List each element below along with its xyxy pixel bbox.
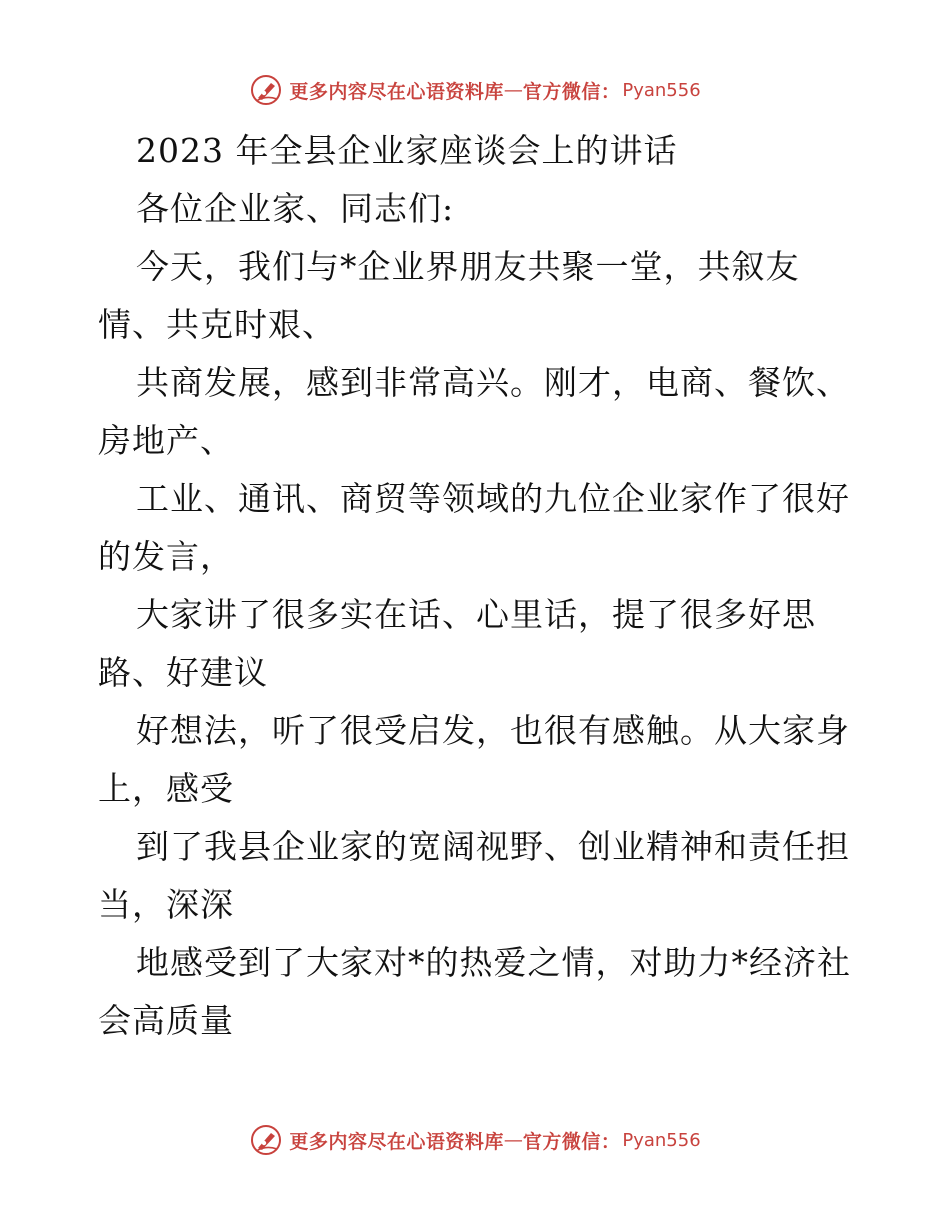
speech-body xyxy=(98,122,858,1050)
text-line: 情、共克时艰、 xyxy=(98,305,336,344)
header-banner xyxy=(0,70,950,110)
footer-banner xyxy=(0,1120,950,1160)
text-line: 大家讲了很多实在话、心里话，提了很多好思 xyxy=(136,595,816,634)
speech-salutation: 各位企业家、同志们: xyxy=(136,189,455,228)
text-line: 上，感受 xyxy=(98,769,234,808)
pen-nib-logo-icon xyxy=(249,1123,283,1157)
banner-main-text: 更多内容尽在心语资料库 xyxy=(289,1130,504,1153)
banner-main-text: 更多内容尽在心语资料库 xyxy=(289,80,504,103)
banner-wechat-id: Pyan556 xyxy=(622,1129,701,1151)
text-line: 当，深深 xyxy=(98,885,234,924)
text-line: 到了我县企业家的宽阔视野、创业精神和责任担 xyxy=(136,827,850,866)
banner-wechat-label: 官方微信： xyxy=(522,1130,621,1153)
banner-dash: — xyxy=(503,1129,523,1151)
banner-dash: — xyxy=(503,79,523,101)
text-line: 路、好建议 xyxy=(98,653,268,692)
text-line: 的发言， xyxy=(98,537,234,576)
pen-nib-logo-icon xyxy=(249,73,283,107)
text-line: 今天，我们与*企业界朋友共聚一堂，共叙友 xyxy=(136,247,800,286)
text-line: 共商发展，感到非常高兴。刚才，电商、餐饮、 xyxy=(136,363,850,402)
text-line: 工业、通讯、商贸等领域的九位企业家作了很好 xyxy=(136,479,850,518)
text-line: 房地产、 xyxy=(98,421,234,460)
banner-wechat-label: 官方微信： xyxy=(522,80,621,103)
speech-title: 2023 年全县企业家座谈会上的讲话 xyxy=(136,131,678,170)
banner-wechat-id: Pyan556 xyxy=(622,79,701,101)
text-line: 好想法，听了很受启发，也很有感触。从大家身 xyxy=(136,711,850,750)
text-line: 地感受到了大家对*的热爱之情，对助力*经济社 xyxy=(136,943,851,982)
text-line: 会高质量 xyxy=(98,1001,234,1040)
